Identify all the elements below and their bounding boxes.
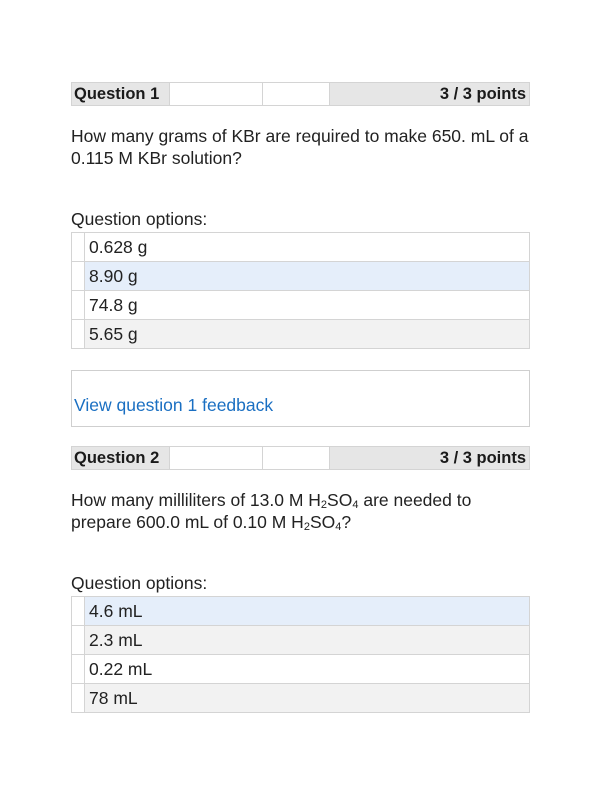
option-row <box>72 655 529 684</box>
subscript: 2 <box>303 521 310 533</box>
option-gutter <box>72 655 85 683</box>
header-empty-cell <box>263 83 330 105</box>
option-value: 4.6 mL <box>85 597 529 625</box>
question-2-text-part: ? <box>341 512 352 532</box>
question-1-feedback-box <box>71 370 530 427</box>
view-feedback-link[interactable]: View question 1 feedback <box>74 395 274 415</box>
subscript: 4 <box>352 499 359 511</box>
option-row <box>72 233 529 262</box>
option-gutter <box>72 262 85 290</box>
option-gutter <box>72 320 85 348</box>
question-2-text-part: are needed to prepare 600.0 mL of 0.10 M H <box>71 490 472 532</box>
question-2-options <box>71 596 530 713</box>
option-value: 0.22 mL <box>89 659 153 679</box>
option-row <box>72 291 529 320</box>
option-gutter <box>72 597 85 625</box>
question-1-options-label: Question options: <box>71 209 208 229</box>
quiz-results-page <box>71 82 530 713</box>
question-2-text-part: SO <box>327 490 353 510</box>
option-gutter <box>72 233 85 261</box>
question-1-score: 3 / 3 points <box>330 83 529 105</box>
question-2-options-label: Question options: <box>71 573 208 593</box>
option-value: 74.8 g <box>89 295 138 315</box>
option-gutter <box>72 291 85 319</box>
question-2-text-part: SO <box>309 512 336 532</box>
option-row-selected <box>72 597 529 626</box>
question-1-title: Question 1 <box>72 83 170 105</box>
option-value: 2.3 mL <box>85 626 529 654</box>
question-1-text: How many grams of KBr are required to make 650. mL of a 0.115 M KBr solution? <box>71 126 529 168</box>
subscript: 4 <box>335 521 342 533</box>
question-2-text <box>71 489 530 533</box>
question-1-header <box>71 82 530 106</box>
option-row-selected <box>72 262 529 291</box>
option-row <box>72 684 529 713</box>
option-row <box>72 626 529 655</box>
question-2-title: Question 2 <box>72 447 170 469</box>
question-1-options <box>71 232 530 349</box>
option-row <box>72 320 529 349</box>
option-value: 78 mL <box>85 684 529 712</box>
option-gutter <box>72 626 85 654</box>
option-value: 5.65 g <box>85 320 529 348</box>
header-empty-cell <box>263 447 330 469</box>
subscript: 2 <box>320 499 328 511</box>
header-empty-cell <box>170 83 263 105</box>
question-2-header <box>71 446 530 470</box>
option-value: 8.90 g <box>85 262 529 290</box>
option-gutter <box>72 684 85 712</box>
header-empty-cell <box>170 447 263 469</box>
option-value: 0.628 g <box>89 237 148 257</box>
question-2-text-part: How many milliliters of 13.0 M H <box>71 490 321 510</box>
question-2-score: 3 / 3 points <box>330 447 529 469</box>
